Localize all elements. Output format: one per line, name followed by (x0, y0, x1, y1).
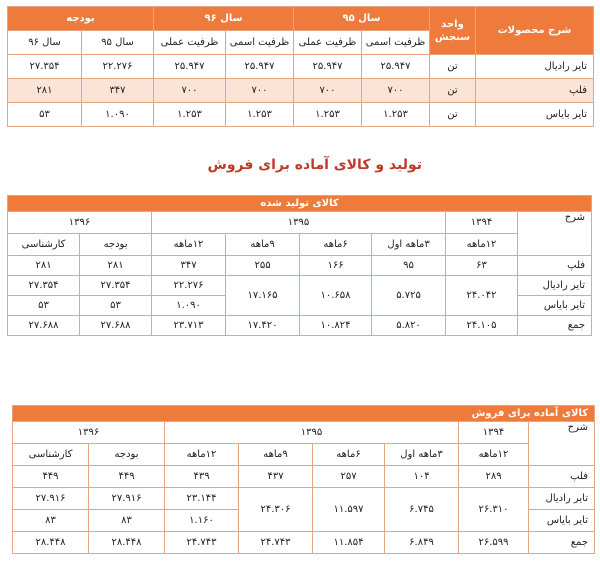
row-label: جمع (529, 532, 595, 554)
subheader-3m: ۳ماهه اول (385, 444, 459, 466)
subheader-nominal-96: ظرفیت اسمی (226, 31, 294, 55)
subheader-expert: کارشناسی (8, 234, 80, 256)
header-year-96: سال ۹۶ (154, 7, 294, 31)
cell: ۲۸۹ (459, 466, 529, 488)
subheader-12m: ۱۲ماهه (459, 444, 529, 466)
cell: ۸۳ (89, 510, 165, 532)
cell: ۲۵۵ (226, 256, 300, 276)
row-label: جمع (518, 316, 592, 336)
row-label: فلپ (518, 256, 592, 276)
cell: ۲۵.۹۴۷ (294, 55, 362, 79)
header-year-1396: ۱۳۹۶ (13, 422, 165, 444)
cell: ۲۸۱ (8, 256, 80, 276)
cell: ۱.۲۵۳ (294, 103, 362, 127)
cell: ۱.۱۶۰ (165, 510, 239, 532)
cell: ۱۰۴ (385, 466, 459, 488)
cell: ۱۰.۸۲۴ (300, 316, 372, 336)
cell: ۲۴.۷۴۳ (239, 532, 313, 554)
cell: ۵۳ (8, 296, 80, 316)
cell: ۲۴.۳۰۶ (239, 488, 313, 532)
row-label: تایر بایاس (529, 510, 595, 532)
produced-goods-table (7, 195, 592, 336)
row-label: تایر بایاس (476, 103, 594, 127)
cell: ۲۷.۹۱۶ (89, 488, 165, 510)
row-label: فلپ (476, 79, 594, 103)
cell-unit: تن (430, 55, 476, 79)
cell: ۲۴.۰۴۲ (446, 276, 518, 316)
cell: ۲۵۷ (313, 466, 385, 488)
header-year-1394: ۱۳۹۴ (446, 212, 518, 234)
subheader-budget-96: سال ۹۶ (8, 31, 82, 55)
cell: ۲۷.۹۱۶ (13, 488, 89, 510)
subheader-actual-96: ظرفیت عملی (154, 31, 226, 55)
cell: ۵.۷۲۵ (372, 276, 446, 316)
header-year-1394: ۱۳۹۴ (459, 422, 529, 444)
cell: ۲۳.۱۴۴ (165, 488, 239, 510)
cell: ۲۲.۲۷۶ (82, 55, 154, 79)
cell: ۲۸۱ (8, 79, 82, 103)
cell: ۲۵.۹۴۷ (154, 55, 226, 79)
table-row-total (13, 532, 595, 554)
cell: ۴۴۹ (89, 466, 165, 488)
cell: ۹۵ (372, 256, 446, 276)
cell: ۱.۰۹۰ (152, 296, 226, 316)
cell-unit: تن (430, 79, 476, 103)
header-year-1396: ۱۳۹۶ (8, 212, 152, 234)
cell: ۱۷.۴۲۰ (226, 316, 300, 336)
table-row-total (8, 316, 592, 336)
cell: ۲۷.۳۵۴ (8, 276, 80, 296)
cell: ۴۳۷ (239, 466, 313, 488)
cell: ۸۳ (13, 510, 89, 532)
cell: ۲۵.۹۴۷ (226, 55, 294, 79)
cell: ۲۶.۵۹۹ (459, 532, 529, 554)
subheader-12m: ۱۲ماهه (446, 234, 518, 256)
cell: ۲۷.۳۵۴ (80, 276, 152, 296)
cell: ۷۰۰ (154, 79, 226, 103)
cell: ۶.۷۴۵ (385, 488, 459, 532)
cell: ۱.۰۹۰ (82, 103, 154, 127)
cell: ۱۶۶ (300, 256, 372, 276)
subheader-6m: ۶ماهه (313, 444, 385, 466)
cell: ۲۸.۴۴۸ (13, 532, 89, 554)
subheader-3m: ۳ماهه اول (372, 234, 446, 256)
cell: ۲۵.۹۴۷ (362, 55, 430, 79)
header-year-95: سال ۹۵ (294, 7, 430, 31)
cell: ۵۳ (80, 296, 152, 316)
cell: ۲۴.۷۴۳ (165, 532, 239, 554)
cell: ۴۴۹ (13, 466, 89, 488)
table-caption: کالای تولید شده (8, 196, 592, 212)
subheader-expert: کارشناسی (13, 444, 89, 466)
header-year-1395: ۱۳۹۵ (152, 212, 446, 234)
cell: ۲۸۱ (80, 256, 152, 276)
cell: ۲۷.۶۸۸ (8, 316, 80, 336)
cell: ۱.۲۵۳ (226, 103, 294, 127)
subheader-12m: ۱۲ماهه (165, 444, 239, 466)
table-row (13, 488, 595, 510)
header-description: شرح (529, 422, 595, 466)
cell: ۷۰۰ (362, 79, 430, 103)
cell: ۶.۸۴۹ (385, 532, 459, 554)
header-year-1395: ۱۳۹۵ (165, 422, 459, 444)
cell: ۴۳۹ (165, 466, 239, 488)
cell: ۷۰۰ (294, 79, 362, 103)
subheader-9m: ۹ماهه (226, 234, 300, 256)
table-row (8, 256, 592, 276)
cell: ۳۴۷ (152, 256, 226, 276)
cell: ۵۳ (8, 103, 82, 127)
cell: ۲۷.۳۵۴ (8, 55, 82, 79)
section-title: تولید و کالای آماده برای فروش (207, 157, 422, 173)
cell: ۱۱.۵۹۷ (313, 488, 385, 532)
row-label: تایر رادیال (518, 276, 592, 296)
subheader-nominal-95: ظرفیت اسمی (362, 31, 430, 55)
table-caption: کالای آماده برای فروش (13, 406, 595, 422)
cell: ۷۰۰ (226, 79, 294, 103)
cell: ۲۶.۳۱۰ (459, 488, 529, 532)
ready-for-sale-table (12, 405, 595, 554)
header-budget: بودجه (8, 7, 154, 31)
subheader-budget: بودجه (80, 234, 152, 256)
table-row (8, 79, 594, 103)
cell: ۱۷.۱۶۵ (226, 276, 300, 316)
cell: ۱۰.۶۵۸ (300, 276, 372, 316)
header-unit: واحد سنجش (430, 7, 476, 55)
header-description: شرح (518, 212, 592, 256)
table-row (8, 55, 594, 79)
subheader-12m: ۱۲ماهه (152, 234, 226, 256)
subheader-budget-95: سال ۹۵ (82, 31, 154, 55)
cell: ۲۳.۷۱۳ (152, 316, 226, 336)
row-label: فلپ (529, 466, 595, 488)
subheader-6m: ۶ماهه (300, 234, 372, 256)
subheader-actual-95: ظرفیت عملی (294, 31, 362, 55)
cell: ۲۸.۴۴۸ (89, 532, 165, 554)
table-row (8, 103, 594, 127)
cell: ۵.۸۲۰ (372, 316, 446, 336)
row-label: تایر بایاس (518, 296, 592, 316)
cell: ۳۴۷ (82, 79, 154, 103)
cell: ۱.۲۵۳ (154, 103, 226, 127)
cell: ۱.۲۵۳ (362, 103, 430, 127)
row-label: تایر رادیال (476, 55, 594, 79)
cell: ۱۱.۸۵۴ (313, 532, 385, 554)
cell-unit: تن (430, 103, 476, 127)
cell: ۶۳ (446, 256, 518, 276)
header-description: شرح محصولات (476, 7, 594, 55)
cell: ۲۲.۲۷۶ (152, 276, 226, 296)
capacity-table (7, 6, 594, 127)
cell: ۲۴.۱۰۵ (446, 316, 518, 336)
table-row (8, 276, 592, 296)
row-label: تایر رادیال (529, 488, 595, 510)
subheader-9m: ۹ماهه (239, 444, 313, 466)
cell: ۲۷.۶۸۸ (80, 316, 152, 336)
table-row (13, 466, 595, 488)
subheader-budget: بودجه (89, 444, 165, 466)
